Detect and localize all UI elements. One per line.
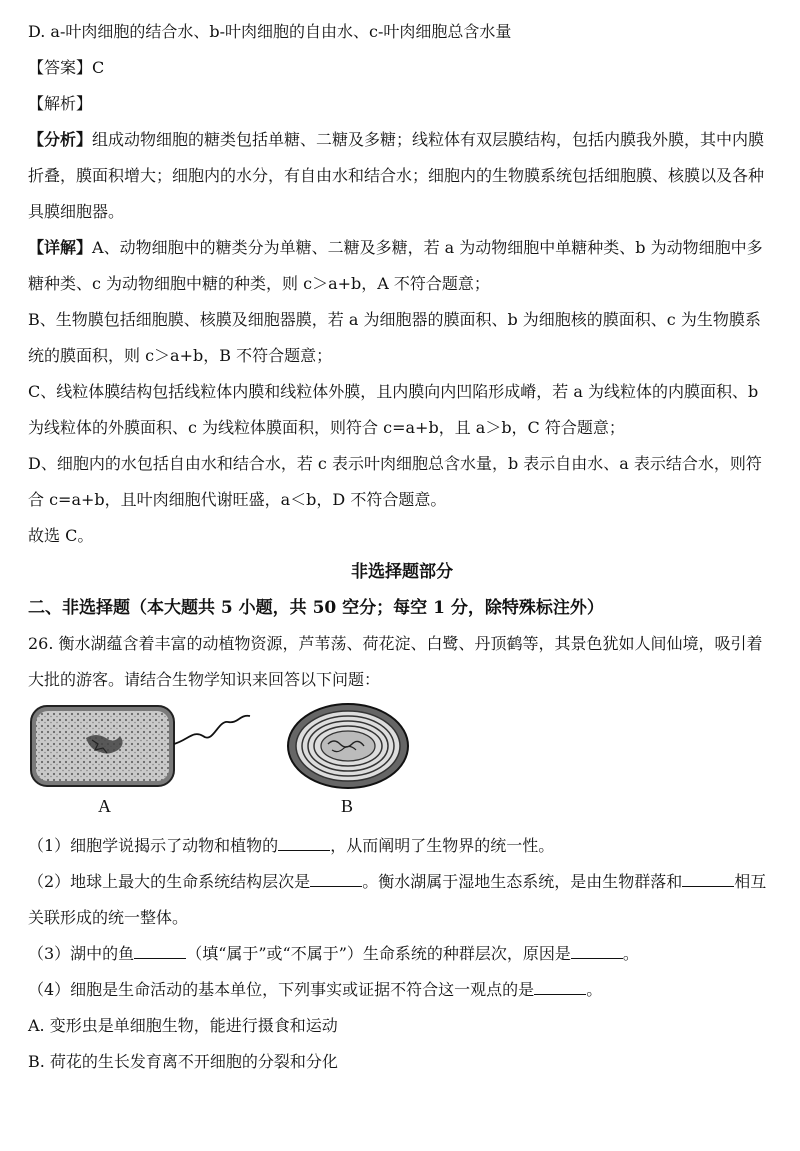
q1-text-post: ，从而阐明了生物界的统一性。 [330,836,555,855]
analysis-header: 【解析】 [28,94,93,113]
q3-text-post: 。 [622,944,639,963]
detail-tag: 【详解】 [28,238,93,257]
conclusion: 故选 C。 [28,526,94,545]
q1-text-pre: （1）细胞学说揭示了动物和植物的 [28,836,279,855]
analysis-paragraph [28,122,776,230]
q4-text-post: 。 [586,980,603,999]
figure-a-label: A [98,796,111,816]
q3-text-pre: （3）湖中的鱼 [28,944,135,963]
answer-line: 【答案】C [28,58,105,77]
part-title: 非选择题部分 [351,562,453,582]
analysis-tag: 【分析】 [28,130,93,149]
detail-paragraph-b: B、生物膜包括细胞膜、核膜及细胞器膜，若 a 为细胞器的膜面积、b 为细胞核的膜面积、c 为生物膜系统的膜面积，则 c＞a+b，B 不符合题意； [28,310,761,365]
document-page [28,14,776,1080]
cyanobacterium-figure [284,700,412,796]
q3-text-mid: （填“属于”或“不属于”）生命系统的种群层次，原因是 [186,944,571,963]
option-a: A. 变形虫是单细胞生物，能进行摄食和运动 [28,1016,338,1035]
detail-text-a: A、动物细胞中的糖类分为单糖、二糖及多糖，若 a 为动物细胞中单糖种类、b 为动物细胞中多糖种类、c 为动物细胞中糖的种类，则 c＞a+b，A 不符合题意； [28,238,763,293]
option-d: D. a-叶肉细胞的结合水、b-叶肉细胞的自由水、c-叶肉细胞总含水量 [28,22,512,41]
q4-text-pre: （4）细胞是生命活动的基本单位，下列事实或证据不符合这一观点的是 [28,980,535,999]
q2-text-post: 相互关联形成的统一整体。 [28,872,767,927]
q3-blank-2[interactable] [571,942,623,959]
option-b: B. 荷花的生长发育离不开细胞的分裂和分化 [28,1052,338,1071]
question-26-3 [28,936,776,972]
figure-b-label: B [341,796,354,816]
question-26-4 [28,972,776,1008]
q2-text-pre: （2）地球上最大的生命系统结构层次是 [28,872,311,891]
detail-paragraph-a [28,230,776,302]
question-26-intro: 26. 衡水湖蕴含着丰富的动植物资源，芦苇荡、荷花淀、白鹭、丹顶鹤等，其景色犹如人间仙境，吸引着大批的游客。请结合生物学知识来回答以下问题： [28,634,763,689]
q4-blank[interactable] [534,978,586,995]
question-26-2 [28,864,776,936]
detail-paragraph-c: C、线粒体膜结构包括线粒体内膜和线粒体外膜，且内膜向内凹陷形成嵴，若 a 为线粒体的内膜面积、b 为线粒体的外膜面积、c 为线粒体膜面积，则符合 c=a+b，且 a＞b，C 符合题意； [28,382,759,437]
analysis-text: 组成动物细胞的糖类包括单糖、二糖及多糖；线粒体有双层膜结构，包括内膜我外膜，其中内膜折叠，膜面积增大；细胞内的水分，有自由水和结合水；细胞内的生物膜系统包括细胞膜、核膜以及各种具膜细胞器。 [28,130,765,221]
q3-blank-1[interactable] [134,942,186,959]
detail-paragraph-d: D、细胞内的水包括自由水和结合水，若 c 表示叶肉细胞总含水量，b 表示自由水、a 表示结合水，则符合 c=a+b，且叶肉细胞代谢旺盛，a＜b，D 不符合题意。 [28,454,762,509]
bacterium-figure [28,700,258,796]
q2-blank-1[interactable] [310,870,362,887]
section-title: 二、非选择题（本大题共 5 小题，共 50 空分；每空 1 分，除特殊标注外） [28,598,604,618]
figure-row [28,700,776,828]
question-26-1 [28,828,776,864]
q1-blank[interactable] [278,834,330,851]
q2-text-mid: 。衡水湖属于湿地生态系统，是由生物群落和 [362,872,683,891]
q2-blank-2[interactable] [682,870,734,887]
